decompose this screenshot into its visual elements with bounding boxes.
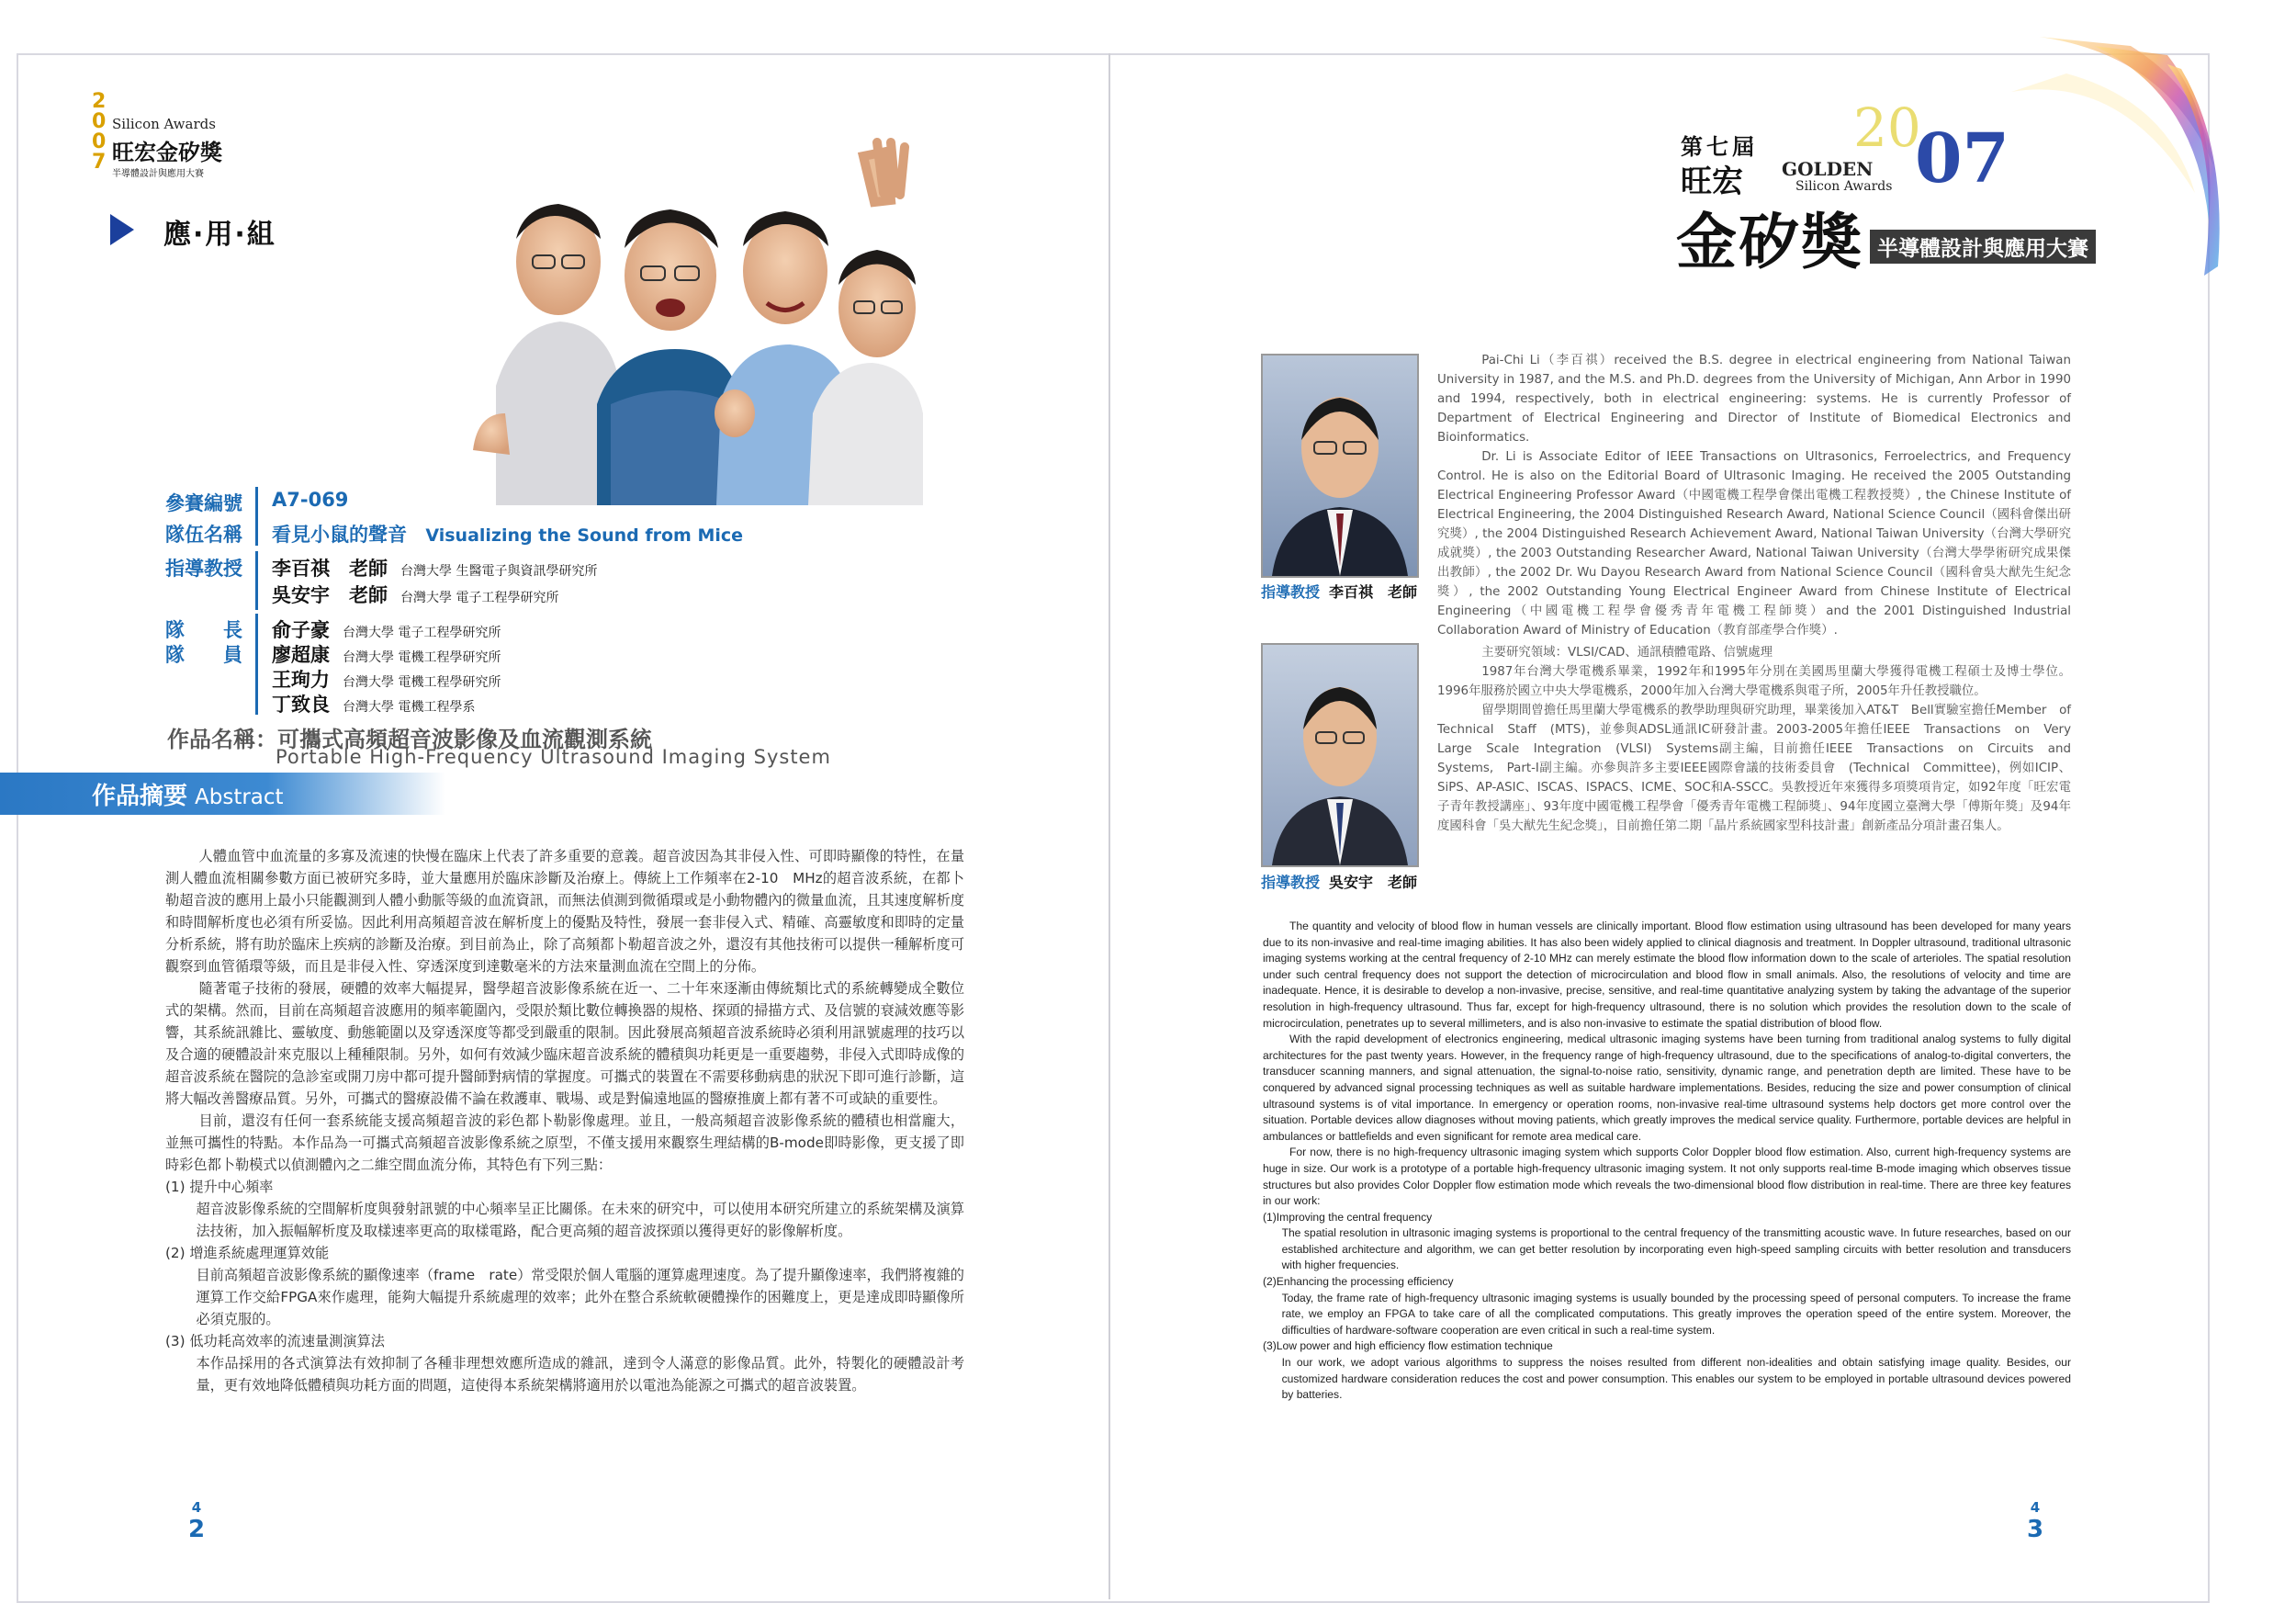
logo-year: 07 bbox=[1915, 119, 2009, 198]
feature-heading: (2)Enhancing the processing efficiency bbox=[1263, 1275, 1454, 1289]
logo-golden: GOLDEN bbox=[1782, 158, 1874, 180]
bio-paragraph: Dr. Li is Associate Editor of IEEE Transactions on Ultrasonics, Ferroelectrics, and Frequency Control. He is also on the Editorial Board of Ultrasonic Imaging. He received the 2005 Outstanding Electrical Engineering Professor Award（中國電機工程學會傑出電機工程教授獎）, the Chinese Institute of Electrical Engineering, the 2004 Distinguished Research Award, National Science Council（國科會傑出研究獎）, the 2004 Distinguished Research Achievement Award, National Taiwan University（台灣大學研究成就獎）, the 2003 Outstanding Researcher Award, National Taiwan University（台灣大學學術研究成果傑出教師）, the 2002 Dr. Wu Dayou Research Award from National Science Council（國科會吳大猷先生紀念獎）, the 2002 Outstanding Young Electrical Engineer Award from Chinese Institute of Electrical Engineering（中國電機工程學會優秀青年電機工程師獎）and the 2001 Distinguished Industrial Collaboration Award of Ministry of Education（教育部產學合作獎）. bbox=[1437, 450, 2071, 638]
feature-body: Today, the frame rate of high-frequency ultrasonic imaging systems is usually bounded by the processing speed of personal computers. To increase the frame rate, we employ an FPGA to take care of all the complicated computations. This greatly improves the operation speed of the entire system. Moreover, the difficulties of hardware-software cooperation are even critical in such a real-time system. bbox=[1281, 1291, 2071, 1337]
member-2-affil: 台灣大學 電機工程學研究所 bbox=[343, 650, 501, 665]
logo-year-faint: 20 bbox=[1853, 96, 1921, 159]
feature-heading: (3) 低功耗高效率的流速量測演算法 bbox=[165, 1333, 385, 1349]
info-divider bbox=[255, 614, 258, 715]
member-3-affil: 台灣大學 電機工程學研究所 bbox=[343, 675, 501, 690]
logo-year-digit: 2 bbox=[92, 90, 107, 113]
info-divider bbox=[255, 551, 258, 610]
advisor-2-bio bbox=[1437, 643, 2084, 836]
abstract-zh-paragraph: 目前，還沒有任何一套系統能支援高頻超音波的彩色都卜勒影像處理。並且，一般高頻超音波影像系統的體積也相當龐大，並無可攜性的特點。本作品為一可攜式高頻超音波影像系統之原型，不僅支援用來觀察生理結構的B-mode即時影像，更支援了即時彩色都卜勒模式以偵測體內之二維空間血流分佈，其特色有下列三點： bbox=[165, 1112, 964, 1173]
feature-body: 超音波影像系統的空間解析度與發射訊號的中心頻率呈正比關係。在未來的研究中，可以使用本研究所建立的系統架構及演算法技術，加入振幅解析度及取樣速率更高的取樣電路，配合更高頻的超音波探頭以獲得更好的影像解析度。 bbox=[196, 1201, 964, 1239]
member-2-name: 廖超康 bbox=[272, 644, 330, 666]
logo-silicon-awards: Silicon Awards bbox=[1795, 179, 1893, 194]
entry-id-value: A7-069 bbox=[272, 489, 349, 511]
logo-big-title: 金矽獎 bbox=[1676, 206, 1863, 277]
advisor-1-portrait bbox=[1261, 354, 1419, 578]
advisor-1 bbox=[272, 554, 597, 581]
abstract-en-paragraph: With the rapid development of electronics engineering, medical ultrasonic imaging systems have been turning from traditional analog systems to fully digital architectures for the past twenty years. However, in the frequency range of high-frequency ultrasound, due to the specifications of analog-to-digital converters, the transducer scanning manners, and signal attenuation, the signal-to-noise ratio, sensitivity, dynamic range, and penetration depth are limited. These have to be conquered by advanced signal processing techniques as well as suitable hardware implementations. Besides, reducing the size and power consumption of clinical ultrasound systems is of vital importance. In emergency or operation rooms, non-invasive real-time ultrasound systems help doctors get more control over the situation. Portable devices allow diagnoses without moving patients, which greatly improves the medical service quality. Furthermore, portable devices are helpful in ambulances or battlefields and even significant for remote area medical care. bbox=[1263, 1033, 2071, 1143]
folio-section: 4 bbox=[2030, 1499, 2041, 1516]
work-title-en: Portable High-Frequency Ultrasound Imaging System bbox=[276, 746, 831, 768]
triangle-arrow-icon bbox=[110, 214, 134, 245]
abstract-zh-body bbox=[165, 845, 964, 1396]
page-gutter bbox=[1109, 53, 1110, 1599]
bio-paragraph: Pai-Chi Li（李百祺）received the B.S. degree in electrical engineering from National Taiwan University in 1987, and the M.S. and Ph.D. degrees from the University of Michigan, Ann Arbor in 1990 and 1994, respectively, both in electrical engineering: systems. He is currently Professor of Department of Electrical Engineering and Director of Institute of Biomedical Electronics and Bioinformatics. bbox=[1437, 354, 2071, 445]
golden-silicon-awards-logo bbox=[1676, 92, 2103, 277]
member-2 bbox=[272, 640, 501, 668]
member-4 bbox=[272, 690, 475, 717]
logo-year-digit: 7 bbox=[92, 151, 107, 174]
member-4-affil: 台灣大學 電機工程學系 bbox=[343, 700, 476, 715]
feature-body: 本作品採用的各式演算法有效抑制了各種非理想效應所造成的雜訊，達到令人滿意的影像品質。此外，特製化的硬體設計考量，更有效地降低體積與功耗方面的問題，這使得本系統架構將適用於以電池為能源之可攜式的超音波裝置。 bbox=[196, 1355, 964, 1394]
logo-year-vertical bbox=[92, 92, 105, 173]
team-name-label: 隊伍名稱 bbox=[165, 524, 242, 546]
entry-id bbox=[272, 489, 348, 511]
feature-body: The spatial resolution in ultrasonic imaging systems is proportional to the central frequency of the transmitting acoustic wave. In future researches, based on our established architecture and algorithm, we can get better resolution by incorporating even high-speed sampling circuits with better resolution and transducers with higher frequencies. bbox=[1281, 1226, 2071, 1272]
bio-paragraph: 主要研究領域：VLSI/CAD、通訊積體電路、信號處理 bbox=[1481, 646, 1773, 660]
abstract-zh-paragraph: 人體血管中血流量的多寡及流速的快慢在臨床上代表了許多重要的意義。超音波因為其非侵入性、可即時顯像的特性，在量測人體血流相關參數方面已被研究多時，並大量應用於臨床診斷及治療上。傳統上工作頻率在2-10 MHz的超音波系統，在都卜勒超音波的應用上最小只能觀測到人體小動脈等級的血流資訊，而無法偵測到微循環或是小動物體內的微量血流，且其速度解析度和時間解析度也必須有所妥協。因此利用高頻超音波在解析度上的優點及特性，發展一套非侵入式、精確、高靈敏度和即時的定量分析系統，將有助於臨床上疾病的診斷及治療。到目前為止，除了高頻都卜勒超音波之外，還沒有其他技術可以提供一種解析度可觀察到血管循環等級，而且是非侵入性、穿透深度到達數毫米的方法來量測血流在空間上的分佈。 bbox=[165, 848, 964, 975]
abstract-title-zh: 作品摘要 bbox=[92, 783, 188, 810]
entry-id-label: 參賽編號 bbox=[165, 492, 242, 514]
advisor-1-name: 李百祺 老師 bbox=[272, 558, 388, 580]
page-number-left bbox=[180, 1499, 213, 1543]
advisor-2 bbox=[272, 581, 558, 608]
info-divider bbox=[255, 487, 258, 546]
member-1-affil: 台灣大學 電子工程學研究所 bbox=[343, 626, 501, 640]
advisor-2-affil: 台灣大學 電子工程學研究所 bbox=[400, 591, 559, 605]
team-photo bbox=[459, 138, 923, 505]
member-label: 隊 員 bbox=[165, 644, 242, 666]
work-title-zh: 作品名稱：可攜式高頻超音波影像及血流觀測系統 bbox=[167, 727, 652, 752]
advisor-label: 指導教授 bbox=[165, 558, 242, 580]
advisor-1-affil: 台灣大學 生醫電子與資訊學研究所 bbox=[400, 564, 598, 579]
folio-page: 2 bbox=[187, 1516, 206, 1543]
team-name-en: Visualizing the Sound from Mice bbox=[425, 525, 744, 546]
feature-body: In our work, we adopt various algorithms to suppress the noises resulted from different non-idealities and obtain satisfying image quality. Besides, our customized hardware consideration reduces the cost and power consumption. This enables our system to be employed in portable ultrasound devices powered by batteries. bbox=[1281, 1356, 2071, 1402]
bio-paragraph: 留學期間曾擔任馬里蘭大學電機系的教學助理與研究助理，畢業後加入AT&T Bell實驗室擔任Member of Technical Staff (MTS)，並參與ADSL通訊IC研發計畫。2003-2005年擔任IEEE Transactions on Very Large Scale Integration (VLSI) Systems副主編，目前擔任IEEE Transactions on Circuits and Systems, Part-I副主編。亦參與許多主要IEEE國際會議的技術委員會 (Technical Committee)，例如ICIP、SiPS、AP-ASIC、ISCAS、ISPACS、ICME、SOC和A-SSCC。吳教授近年來獲得多項獎項肯定，如92年度「旺宏電子青年教授講座」、93年度中國電機工程學會「優秀青年電機工程師獎」、94年度國立臺灣大學「傅斯年獎」及94年度國科會「吳大猷先生紀念獎」，目前擔任第二期「晶片系統國家型科技計畫」創新產品分項計畫召集人。 bbox=[1437, 704, 2084, 833]
abstract-title bbox=[92, 777, 284, 811]
member-3 bbox=[272, 665, 501, 693]
logo-year-digit: 0 bbox=[92, 130, 107, 153]
advisor-1-caption-name: 李百祺 老師 bbox=[1329, 583, 1418, 601]
team-name bbox=[272, 520, 743, 548]
advisor-2-caption-name: 吳安宇 老師 bbox=[1329, 874, 1418, 891]
leader-label: 隊 長 bbox=[165, 619, 242, 641]
silicon-awards-logo bbox=[92, 92, 276, 184]
advisor-2-caption bbox=[1261, 871, 1417, 892]
abstract-title-en: Abstract bbox=[195, 785, 284, 809]
feature-heading: (3)Low power and high efficiency flow estimation technique bbox=[1263, 1339, 1553, 1353]
logo-english: Silicon Awards bbox=[112, 116, 216, 132]
member-1-name: 俞子豪 bbox=[272, 619, 330, 641]
team-name-zh: 看見小鼠的聲音 bbox=[272, 524, 407, 546]
folio-section: 4 bbox=[191, 1499, 202, 1516]
logo-edition: 第七屆 bbox=[1681, 134, 1758, 160]
bio-paragraph: 1987年台灣大學電機系畢業，1992年和1995年分別在美國馬里蘭大學獲得電機工程碩士及博士學位。1996年服務於國立中央大學電機系，2000年加入台灣大學電機系與電子所，2005年升任教授職位。 bbox=[1437, 665, 2071, 698]
member-1 bbox=[272, 615, 501, 643]
advisor-1-caption-label: 指導教授 bbox=[1261, 583, 1321, 601]
category-label: 應·用·組 bbox=[163, 219, 276, 251]
feature-heading: (1) 提升中心頻率 bbox=[165, 1179, 274, 1195]
advisor-2-caption-label: 指導教授 bbox=[1261, 874, 1321, 891]
folio-page: 3 bbox=[2026, 1516, 2044, 1543]
abstract-en-paragraph: For now, there is no high-frequency ultrasonic imaging system which supports Color Doppler blood flow estimation. Also, current high-frequency systems are huge in size. Our work is a prototype of a portable high-frequency ultrasonic imaging system. It not only supports real-time B-mode imaging which observes tissue structures but also provides Color Doppler flow estimation mode which reveals the two-dimensional blood flow distribution in real-time. There are three key features in our work: bbox=[1263, 1146, 2071, 1208]
abstract-en-paragraph: The quantity and velocity of blood flow in human vessels are clinically important. Blood flow estimation using ultrasound has been developed for many years due to its non-invasive and real-time imaging abilities. It has also been widely applied to clinical diagnosis and treatment. In Doppler ultrasound, traditional ultrasonic imaging systems working at the central frequency of 2-10 MHz can merely estimate the blood flow information down to the scale of arterioles. The spatial resolution under such central frequency does not support the detection of microcirculation and blood flow in small animals. Also, the resolutions of velocity and time are inadequate. Hence, it is desirable to develop a non-invasive, precise, sensitive, and real-time quantitative analyzing system by taking the advantage of the superior resolution in high-frequency ultrasound. Thus far, except for high-frequency ultrasound, there is no solution which provides the resolution down to the scale of microcirculation, penetrates up to several millimeters, and is also non-invasive to estimate the spatial distribution of blood flow. bbox=[1263, 920, 2071, 1030]
page-number-right bbox=[2019, 1499, 2052, 1543]
logo-year-digit: 0 bbox=[92, 110, 107, 133]
logo-tagline: 半導體設計與應用大賽 bbox=[1870, 230, 2096, 264]
advisor-2-portrait bbox=[1261, 643, 1419, 867]
feature-heading: (2) 增進系統處理運算效能 bbox=[165, 1245, 330, 1261]
member-3-name: 王珣力 bbox=[272, 669, 330, 691]
abstract-zh-paragraph: 隨著電子技術的發展，硬體的效率大幅提昇，醫學超音波影像系統在近一、二十年來逐漸由傳統類比式的系統轉變成全數位式的架構。然而，目前在高頻超音波應用的頻率範圍內，受限於類比數位轉換器的規格、探頭的掃描方式、及信號的衰減效應等影響，其系統訊雜比、靈敏度、動態範圍以及穿透深度等都受到嚴重的限制。因此發展高頻超音波系統時必須利用訊號處理的技巧以及合適的硬體設計來克服以上種種限制。另外，如何有效減少臨床超音波系統的體積與功耗更是一重要趨勢，非侵入式即時成像的超音波系統在醫院的急診室或開刀房中都可提升醫師對病情的掌握度。可攜式的裝置在不需要移動病患的狀況下即可進行診斷，這將大幅改善醫療品質。另外，可攜式的醫療設備不論在救護車、戰場、或是對偏遠地區的醫療推廣上都有著不可或缺的重要性。 bbox=[165, 980, 964, 1107]
advisor-1-caption bbox=[1261, 581, 1417, 602]
logo-subtitle: 半導體設計與應用大賽 bbox=[112, 169, 204, 179]
member-4-name: 丁致良 bbox=[272, 694, 330, 716]
feature-body: 目前高頻超音波影像系統的顯像速率（frame rate）常受限於個人電腦的運算處理速度。為了提升顯像速率，我們將複雜的運算工作交給FPGA來作處理，能夠大幅提升系統處理的效率；此外在整合系統軟硬體操作的困難度上，更是達成即時顯像所必須克服的。 bbox=[196, 1267, 964, 1327]
feature-heading: (1)Improving the central frequency bbox=[1263, 1210, 1433, 1224]
logo-brand: 旺宏 bbox=[1681, 164, 1743, 200]
advisor-2-name: 吳安宇 老師 bbox=[272, 584, 388, 606]
advisor-1-bio bbox=[1437, 351, 2071, 640]
logo-chinese: 旺宏金矽獎 bbox=[112, 140, 222, 165]
abstract-en-body bbox=[1263, 919, 2071, 1404]
